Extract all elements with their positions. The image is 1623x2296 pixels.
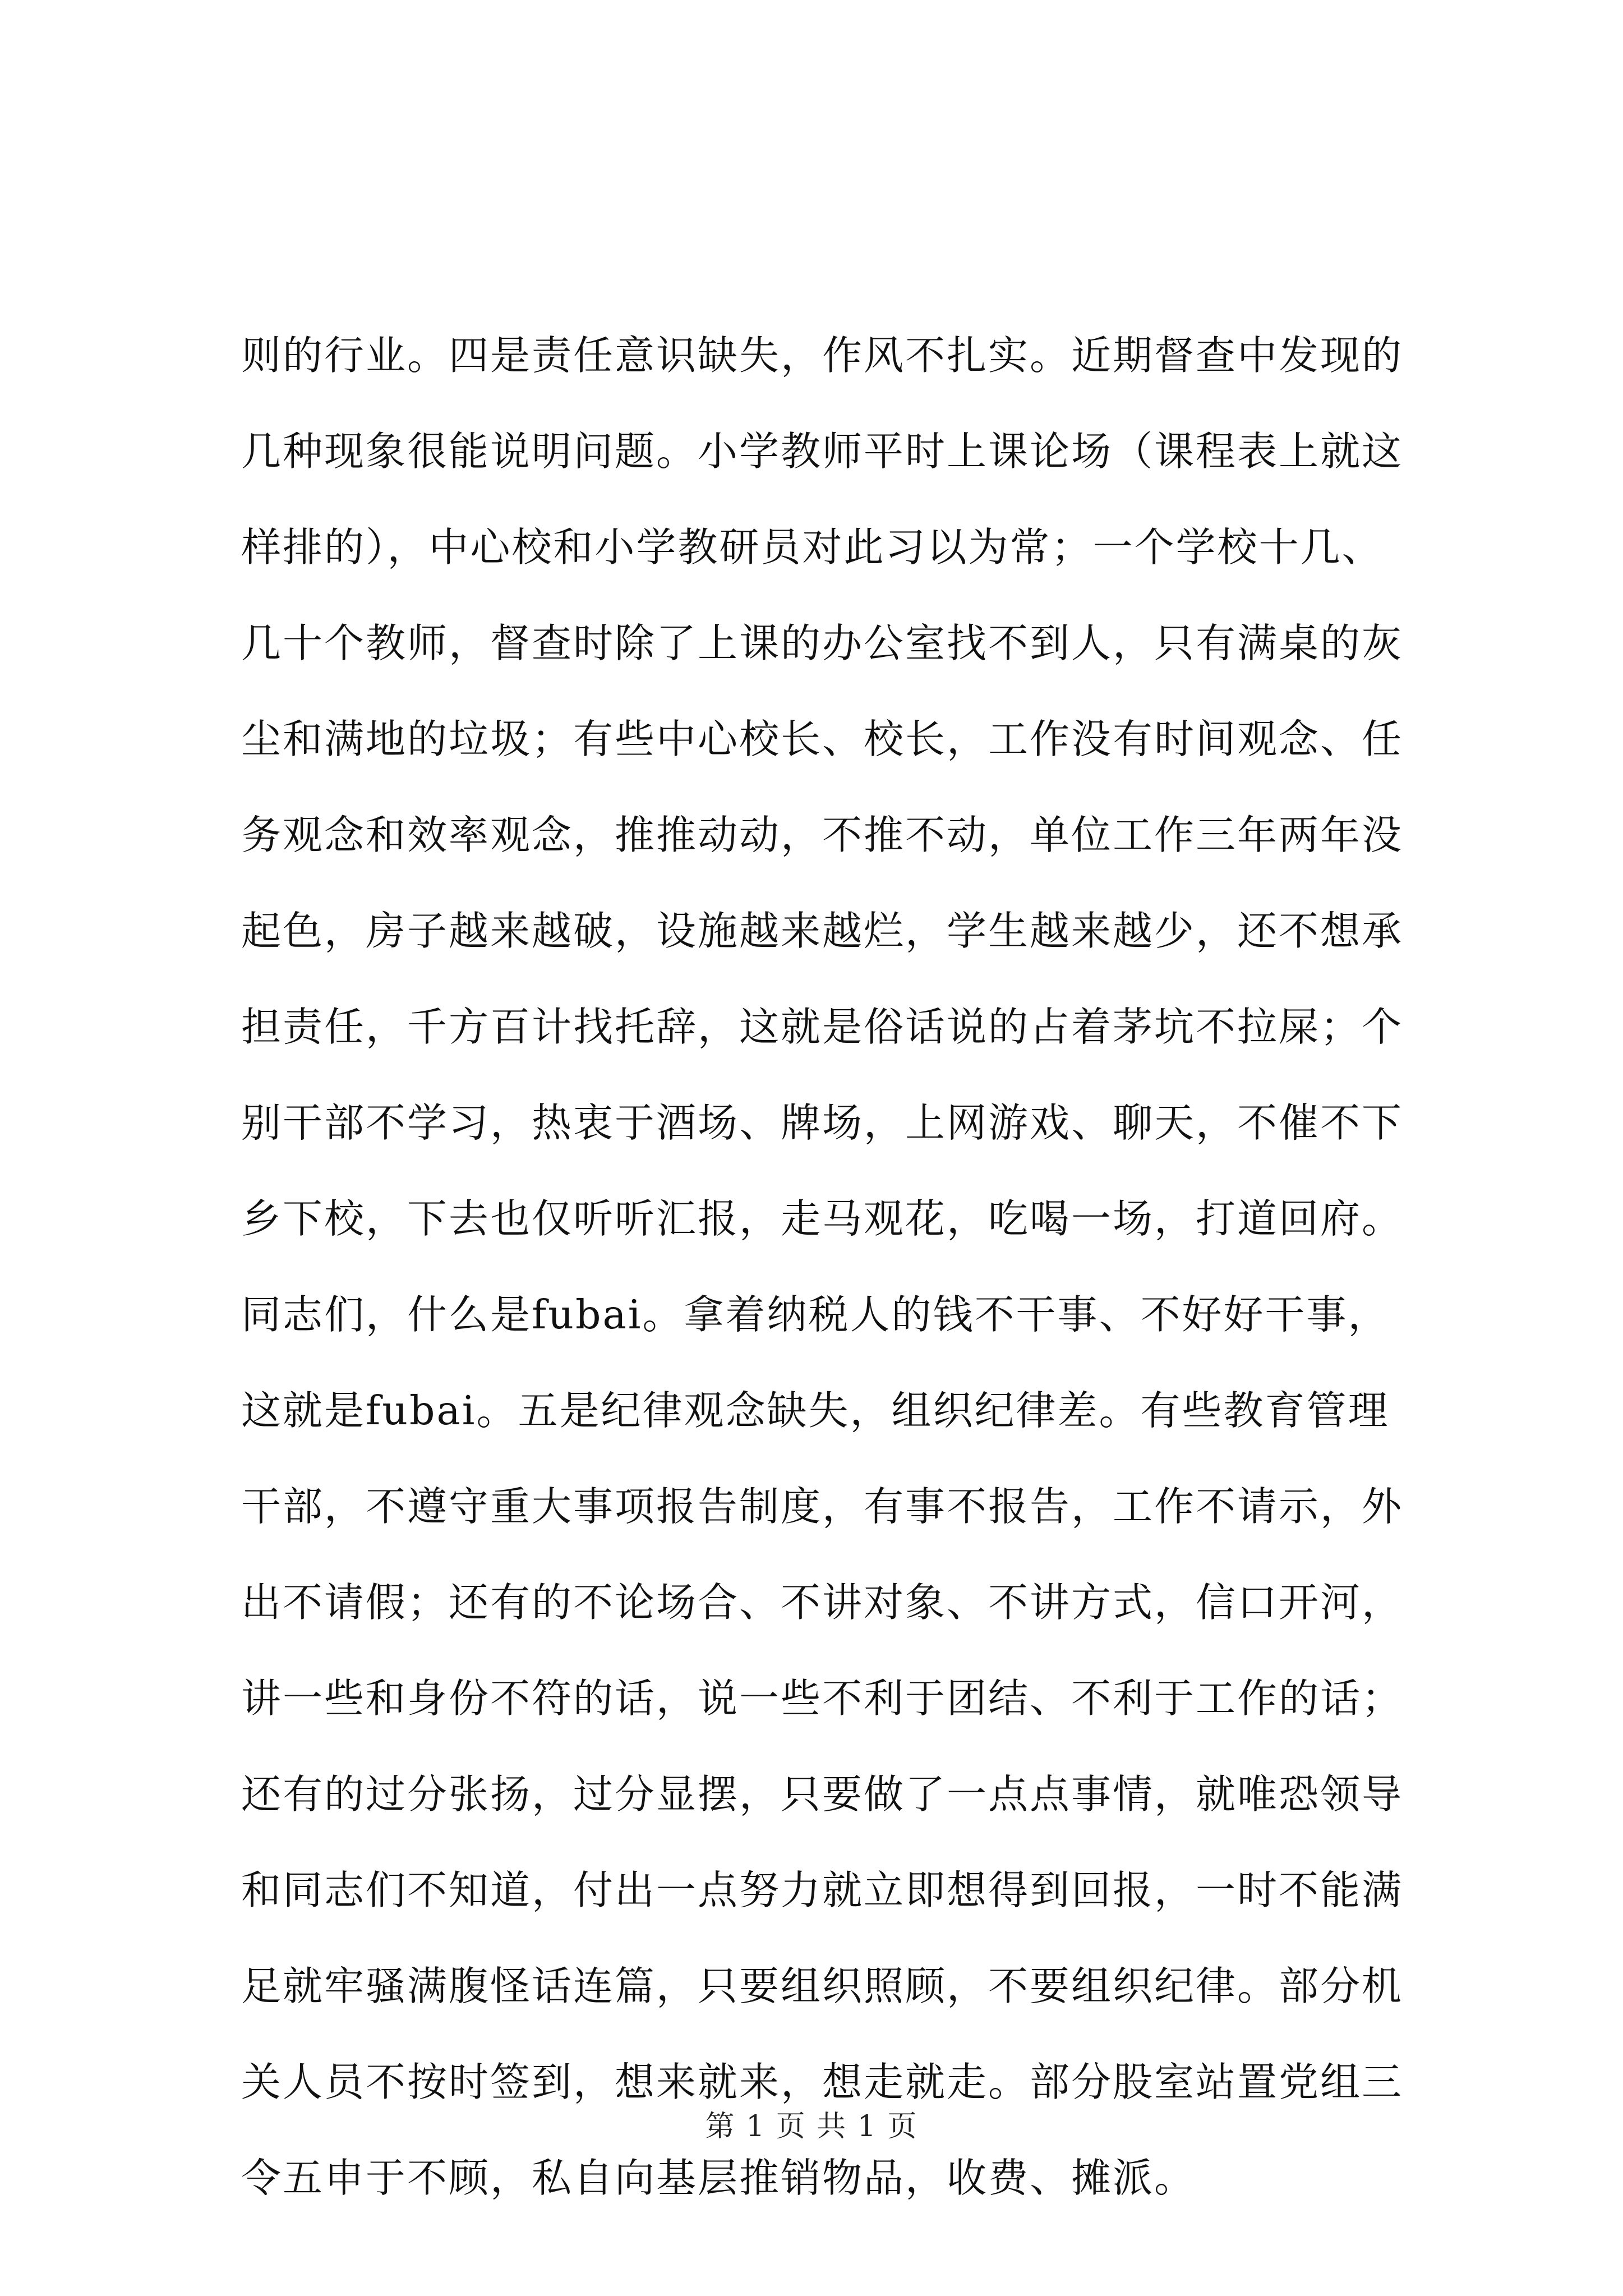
page-number: 第 1 页 共 1 页 [705,2110,918,2143]
text-line: 干部，不遵守重大事项报告制度，有事不报告，工作不请示，外 [241,1483,1404,1530]
text-line: 关人员不按时签到，想来就来，想走就走。部分股室站置党组三 [241,2059,1404,2105]
text-line: 样排的），中心校和小学教研员对此习以为常；一个学校十几、 [241,524,1384,570]
text-line: 起色，房子越来越破，设施越来越烂，学生越来越少，还不想承 [241,908,1404,954]
text-line: 令五申于不顾，私自向基层推销物品，收费、摊派。 [241,2155,1196,2201]
text-line: 务观念和效率观念，推推动动，不推不动，单位工作三年两年没 [241,812,1404,858]
text-line: 同志们，什么是fubai。拿着纳税人的钱不干事、不好好干事， [241,1291,1390,1338]
text-line: 乡下校，下去也仅听听汇报，走马观花，吃喝一场，打道回府。 [241,1195,1404,1242]
page-footer [0,2102,1623,2145]
text-line: 几种现象很能说明问题。小学教师平时上课论场（课程表上就这 [241,428,1404,475]
text-line: 讲一些和身份不符的话，说一些不利于团结、不利于工作的话； [241,1675,1404,1722]
text-line: 还有的过分张扬，过分显摆，只要做了一点点事情，就唯恐领导 [241,1771,1404,1818]
text-line: 别干部不学习，热衷于酒场、牌场，上网游戏、聊天，不催不下 [241,1099,1404,1146]
text-line: 尘和满地的垃圾；有些中心校长、校长，工作没有时间观念、任 [241,716,1404,762]
text-line: 这就是fubai。五是纪律观念缺失，组织纪律差。有些教育管理 [241,1387,1390,1434]
text-line: 担责任，千方百计找托辞，这就是俗话说的占着茅坑不拉屎；个 [241,1004,1404,1050]
text-line: 足就牢骚满腹怪话连篇，只要组织照顾，不要组织纪律。部分机 [241,1963,1404,2009]
text-line: 出不请假；还有的不论场合、不讲对象、不讲方式，信口开河， [241,1579,1404,1626]
text-line: 几十个教师，督查时除了上课的办公室找不到人，只有满桌的灰 [241,620,1404,666]
body-text [241,307,1424,2226]
text-line: 则的行业。四是责任意识缺失，作风不扎实。近期督查中发现的 [241,332,1404,379]
text-line: 和同志们不知道，付出一点努力就立即想得到回报，一时不能满 [241,1867,1404,1913]
